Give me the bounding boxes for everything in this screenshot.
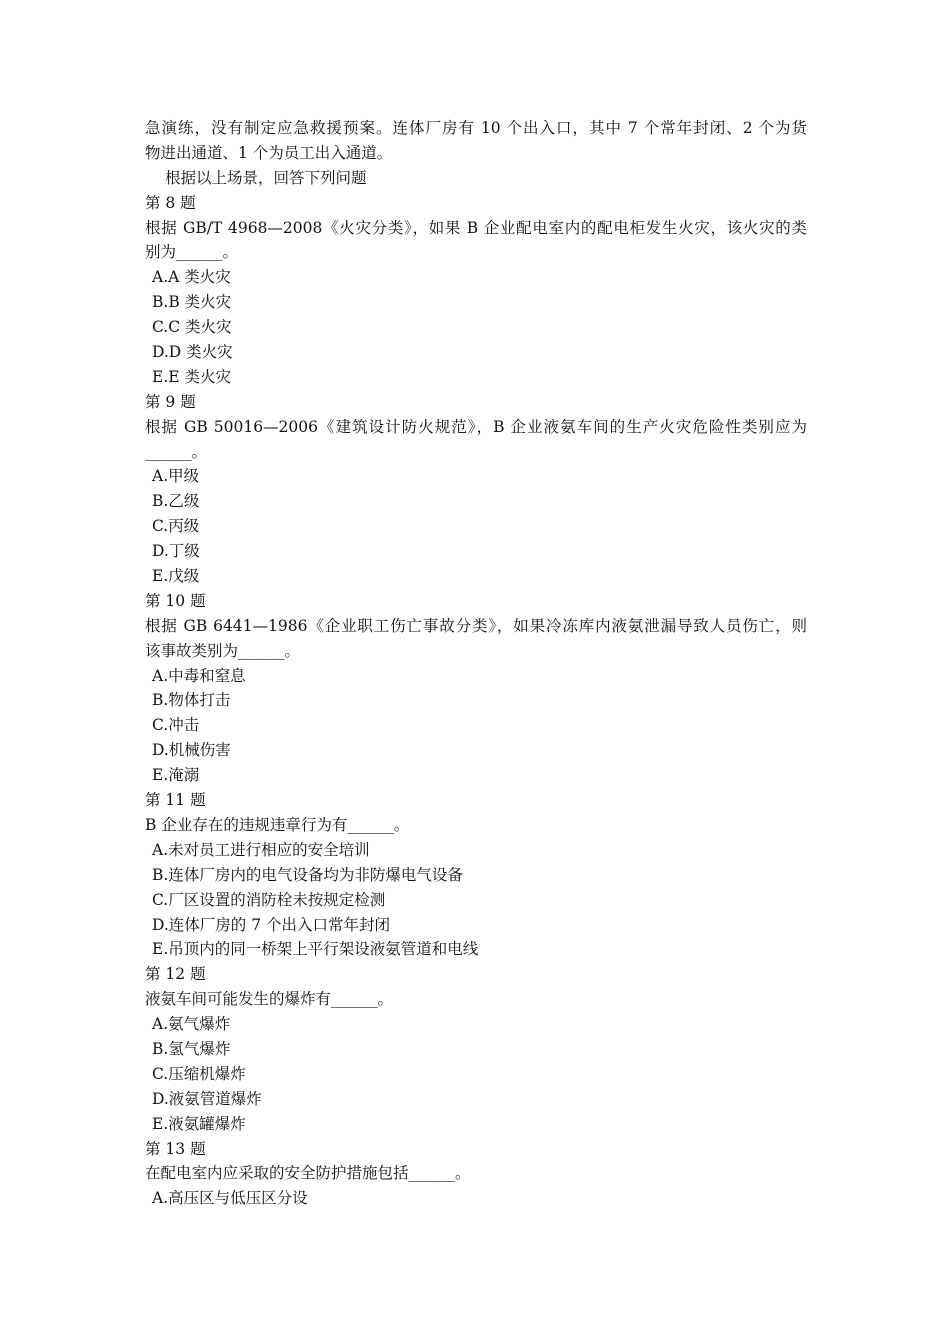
question-10-heading: 第 10 题 [145,591,206,610]
document-page [145,116,807,1211]
question-8-option-d: D.D 类火灾 [152,343,233,362]
question-9-stem-line-2: ______。 [145,442,208,461]
question-10-option-a: A.中毒和窒息 [152,666,246,685]
question-8-option-b: B.B 类火灾 [152,293,232,312]
question-12-option-e: E.液氨罐爆炸 [152,1114,246,1133]
question-13-heading: 第 13 题 [145,1139,206,1158]
question-9-heading: 第 9 题 [145,392,196,411]
question-10-option-b: B.物体打击 [152,691,231,710]
question-12-option-c: C.压缩机爆炸 [152,1064,246,1083]
question-9-option-a: A.甲级 [152,467,200,486]
intro-prompt: 根据以上场景，回答下列问题 [165,168,367,187]
question-8-option-c: C.C 类火灾 [152,318,232,337]
question-12-stem-line-1: 液氨车间可能发生的爆炸有______。 [145,990,394,1009]
question-12-option-d: D.液氨管道爆炸 [152,1089,262,1108]
intro-line-2: 物进出通道、1 个为员工出入通道。 [145,143,393,162]
question-12-option-a: A.氨气爆炸 [152,1015,231,1034]
question-9-option-c: C.丙级 [152,517,200,536]
question-10-option-d: D.机械伤害 [152,741,231,760]
question-9-option-e: E.戊级 [152,567,200,586]
question-12-option-b: B.氢气爆炸 [152,1039,231,1058]
question-13-option-a: A.高压区与低压区分设 [152,1189,308,1208]
question-12-heading: 第 12 题 [145,965,206,984]
question-11-option-c: C.厂区设置的消防栓未按规定检测 [152,890,386,909]
question-10-stem-line-1: 根据 GB 6441—1986《企业职工伤亡事故分类》，如果冷冻库内液氨泄漏导致人员伤亡，则 [145,616,807,635]
intro-line-1: 急演练，没有制定应急救援预案。连体厂房有 10 个出入口，其中 7 个常年封闭、2 个为货 [145,119,807,137]
question-11-option-b: B.连体厂房内的电气设备均为非防爆电气设备 [152,865,463,884]
question-8-stem-line-1: 根据 GB/T 4968—2008《火灾分类》，如果 B 企业配电室内的配电柜发生火灾，该火灾的类 [145,218,807,237]
question-11-option-d: D.连体厂房的 7 个出入口常年封闭 [152,915,391,934]
question-11-option-e: E.吊顶内的同一桥架上平行架设液氨管道和电线 [152,940,479,959]
question-10-option-c: C.冲击 [152,716,200,735]
question-9-option-b: B.乙级 [152,492,200,511]
question-11-stem-line-1: B 企业存在的违规违章行为有______。 [145,815,410,834]
question-11-heading: 第 11 题 [145,791,206,810]
question-9-option-d: D.丁级 [152,542,200,561]
question-10-option-e: E.淹溺 [152,766,200,785]
question-13-stem-line-1: 在配电室内应采取的安全防护措施包括______。 [145,1164,471,1183]
question-8-option-a: A.A 类火灾 [152,268,231,287]
question-11-option-a: A.未对员工进行相应的安全培训 [152,840,370,859]
question-10-stem-line-2: 该事故类别为______。 [145,641,301,660]
question-8-option-e: E.E 类火灾 [152,367,231,386]
question-8-heading: 第 8 题 [145,193,196,212]
question-9-stem-line-1: 根据 GB 50016—2006《建筑设计防火规范》，B 企业液氨车间的生产火灾危险性类别应为 [145,417,807,436]
question-8-stem-line-2: 别为______。 [145,243,239,262]
